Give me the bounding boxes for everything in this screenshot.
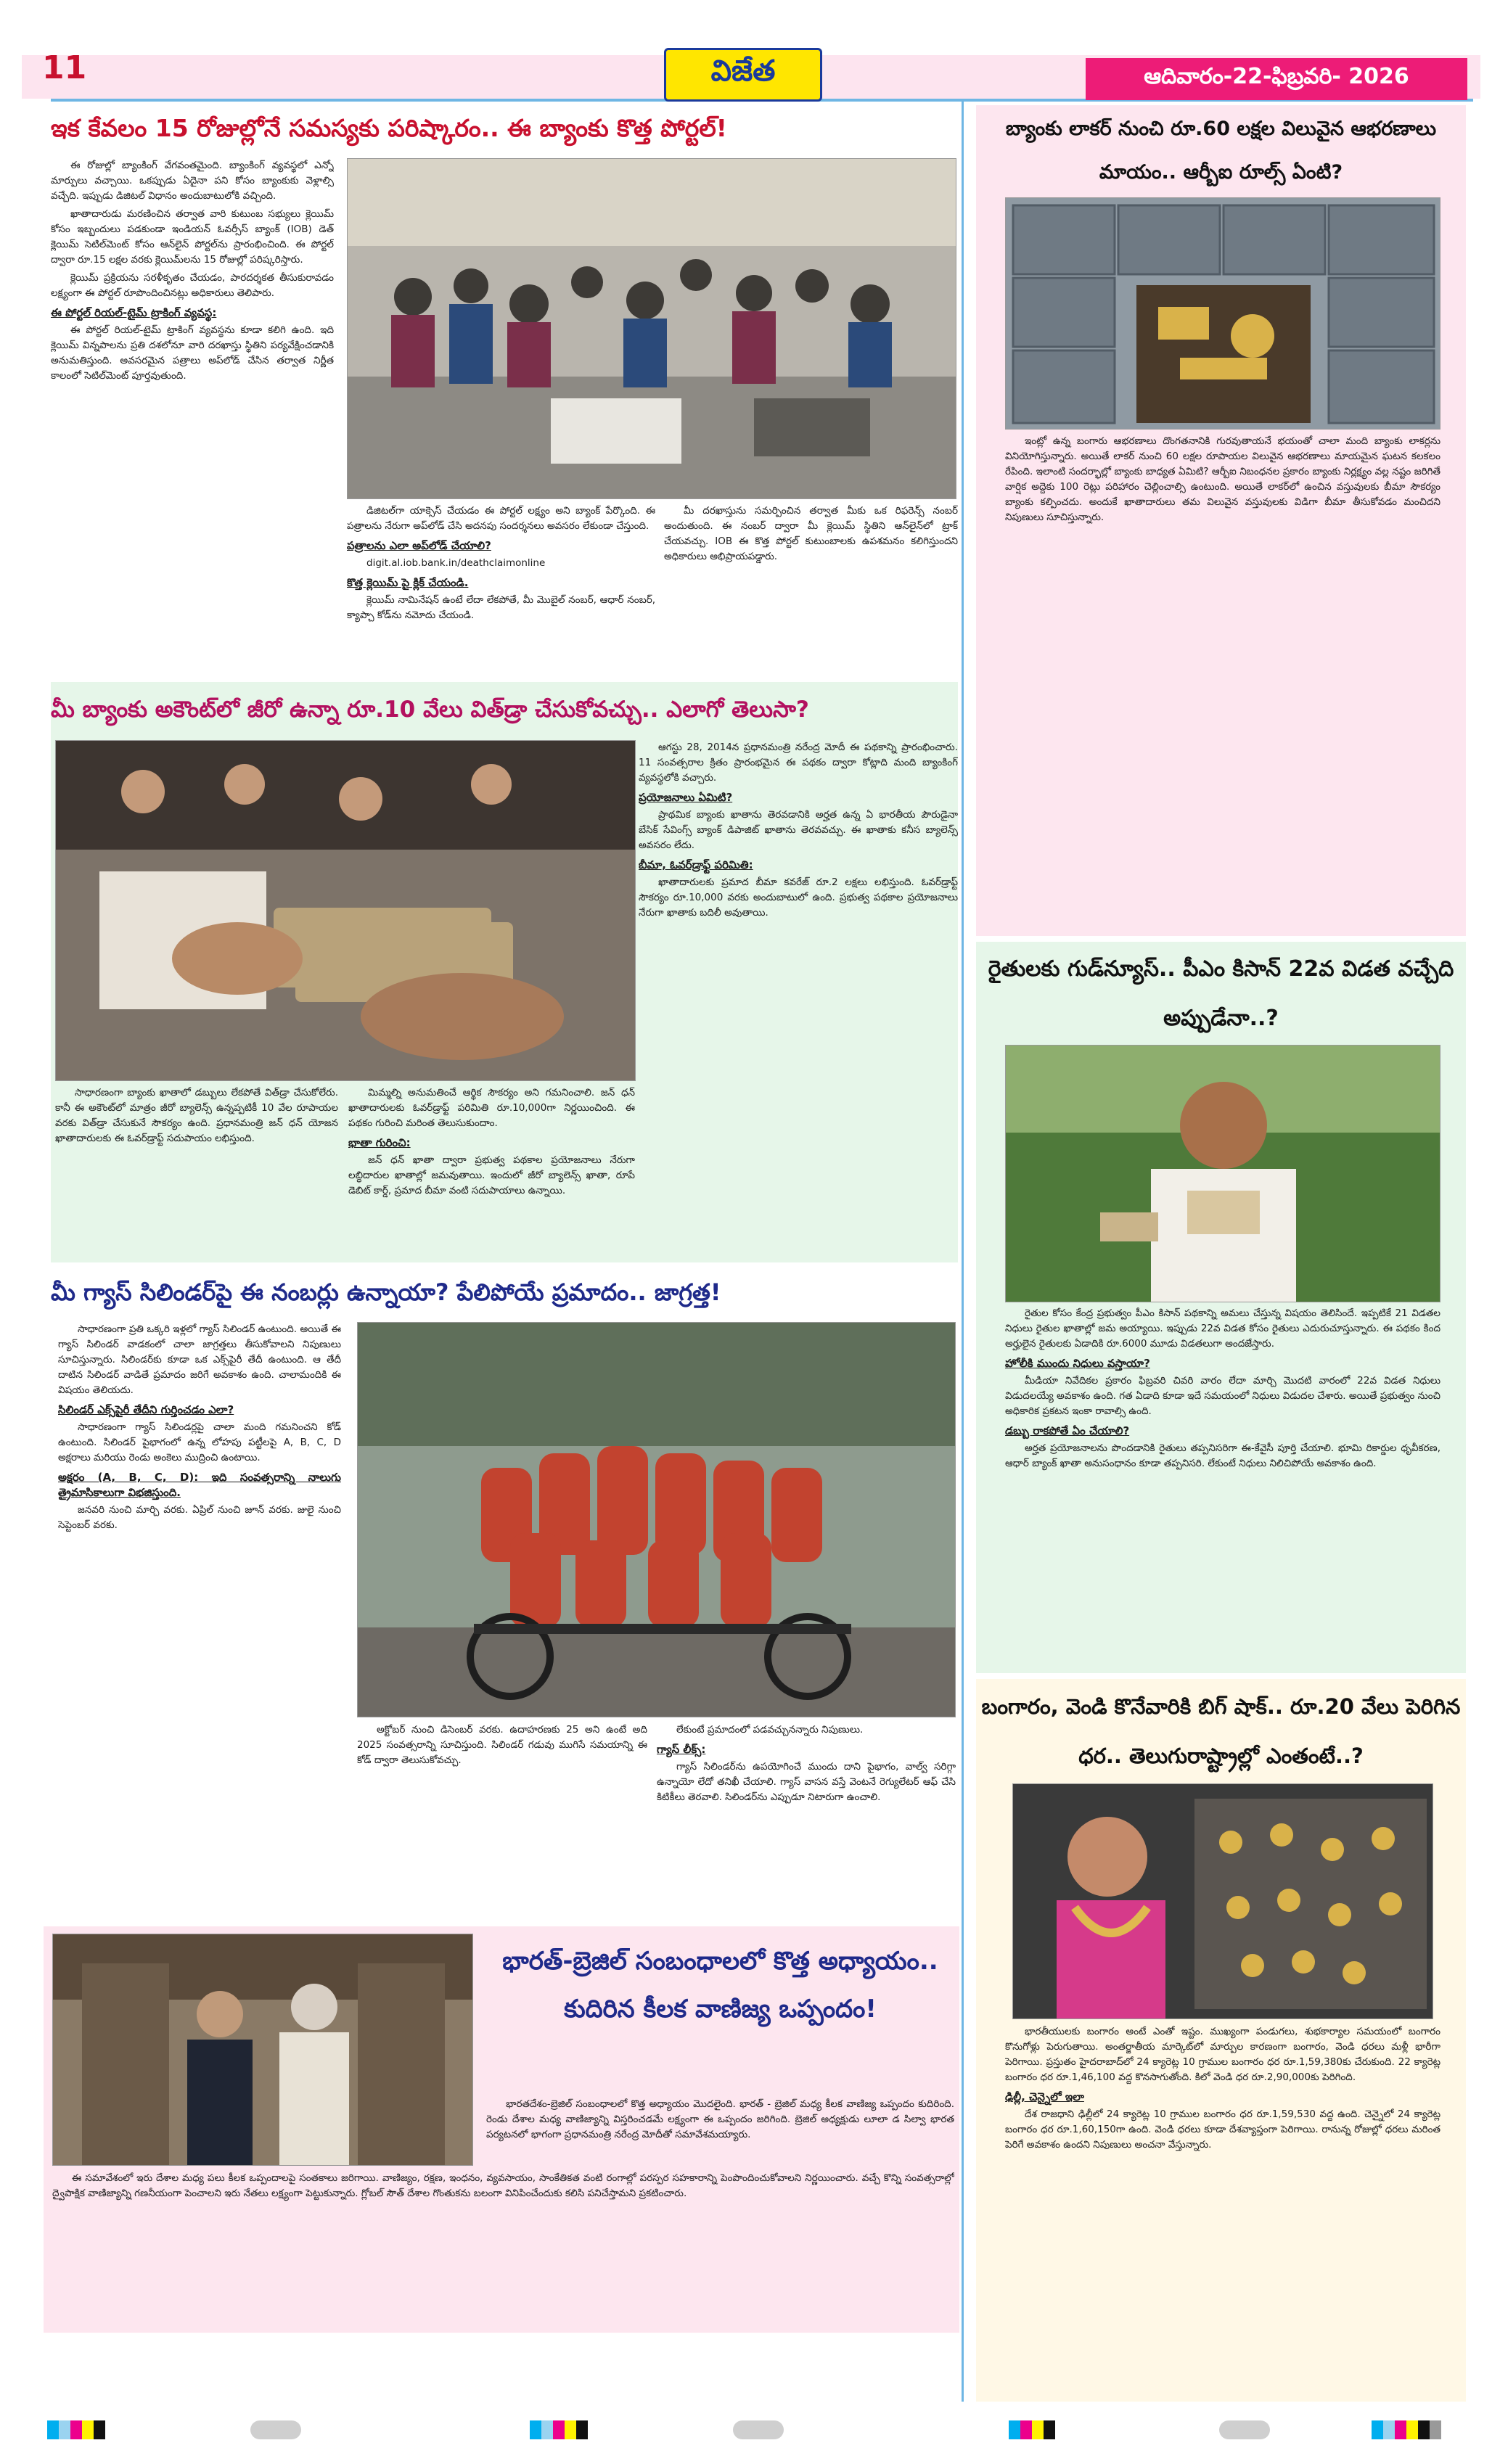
article3-paragraph: సాధారణంగా ప్రతి ఒక్కరి ఇళ్లలో గ్యాస్ సిలిండర్ ఉంటుంది. అయితే ఈ గ్యాస్ సిలిండర్ వాడకంలో చాలా జాగ్రత్తలు తీసుకోవాలని నిపుణులు సూచిస్తున్నారు. సిలిండర్‌కు కూడా ఒక ఎక్స్‌పైరీ తేదీ ఉంటుంది. ఆ తేదీ దాటిన సిలిండర్ వాడితే ప్రమాదం జరిగే అవకాశం ఉంది. చాలామందికి ఈ విషయం తెలియదు. [58,1323,341,1396]
article2-column1 [55,1085,338,1260]
sidebar1-body [1005,434,1440,933]
dateline: ఆదివారం-22-ఫిబ్రవరి- 2026 [1086,58,1467,100]
article2-subhead: ప్రయోజనాలు ఏమిటి? [639,791,733,804]
article4-paragraph: ఈ సమావేశంలో ఇరు దేశాల మధ్య పలు కీలక ఒప్పందాలపై సంతకాలు జరిగాయి. వాణిజ్యం, రక్షణ, ఇంధనం, వ్యవసాయం, సాంకేతికత వంటి రంగాల్లో పరస్పర సహకారాన్ని పెంపొందించుకోవాలని నిర్ణయించారు. వచ్చే కొన్ని సంవత్సరాల్లో ద్వైపాక్షిక వాణిజ్యాన్ని గణనీయంగా పెంచాలని ఇరు నేతలు లక్ష్యంగా పెట్టుకున్నారు. గ్లోబల్ సౌత్ దేశాల గొంతుకను బలంగా వినిపించేందుకు కలిసి పనిచేస్తామని ప్రకటించారు. [52,2172,954,2199]
sidebar2-headline: రైతులకు గుడ్‌న్యూస్.. పీఎం కిసాన్ 22వ విడత వచ్చేది అప్పుడేనా..? [988,956,1454,1031]
color-registration-marks [1372,2420,1441,2439]
article1-paragraph: ఈ పోర్టల్ రియల్-టైమ్ ట్రాకింగ్ వ్యవస్థను కూడా కలిగి ఉంది. ఇది క్లెయిమ్ విన్నపాలను ప్రతి దశలోనూ వారి దరఖాస్తు స్థితిని పర్యవేక్షించడానికి అనుమతిస్తుంది. అవసరమైన పత్రాలు అప్‌లోడ్ చేసిన తర్వాత నిర్ణీత కాలంలో సెటిల్‌మెంట్ పూర్తవుతుంది. [51,324,334,382]
article1-paragraph: డిజిటల్‌గా యాక్సెస్ చేయడం ఈ పోర్టల్ లక్ష్యం అని బ్యాంక్ పేర్కొంది. ఈ పత్రాలను నేరుగా అప్‌లోడ్ చేసి అదనపు సందర్శనలు అవసరం లేకుండా చేస్తుంది. [347,505,655,532]
sidebar2-subhead: హోలీకి ముందు నిధులు వస్తాయా? [1005,1357,1150,1370]
sidebar1-headline: బ్యాంకు లాకర్ నుంచి రూ.60 లక్షల విలువైన ఆభరణాలు మాయం.. ఆర్బీఐ రూల్స్ ఏంటి? [1005,118,1437,184]
article3-headline: మీ గ్యాస్ సిలిండర్‌పై ఈ నంబర్లు ఉన్నాయా? పేలిపోయే ప్రమాదం.. జాగ్రత్త! [51,1278,721,1306]
sidebar1-paragraph: ఇంట్లో ఉన్న బంగారు ఆభరణాలు దొంగతనానికి గురవుతాయనే భయంతో చాలా మంది బ్యాంకు లాకర్లను వినియోగిస్తున్నారు. అయితే లాకర్ నుంచి 60 లక్షల రూపాయల విలువైన ఆభరణాలు మాయమైన ఘటన కలకలం రేపింది. ఇలాంటి సందర్భాల్లో బ్యాంకు బాధ్యత ఏమిటి? ఆర్బీఐ నిబంధనల ప్రకారం బ్యాంకు నిర్లక్ష్యం వల్ల నష్టం జరిగితే వార్షిక అద్దెకు 100 రెట్లు పరిహారం చెల్లించాల్సి ఉంటుంది. అయితే లాకర్‌లో ఉంచిన వస్తువులకు బీమా సౌకర్యం బ్యాంకు కల్పించదు. అందుకే ఖాతాదారులు తమ విలువైన వస్తువులకు విడిగా బీమా తీసుకోవడం మంచిదని నిపుణులు సూచిస్తున్నారు. [1005,435,1440,523]
sidebar2-subhead: డబ్బు రాకపోతే ఏం చేయాలి? [1005,1424,1130,1437]
registration-pill [1219,2420,1270,2439]
article4-intro [486,2097,954,2166]
registration-pill [250,2420,301,2439]
sidebar2-paragraph: మీడియా నివేదికల ప్రకారం ఫిబ్రవరి చివరి వారం లేదా మార్చి మొదటి వారంలో 22వ విడత నిధులు విడుదలయ్యే అవకాశం ఉంది. గత ఏడాది కూడా ఇదే సమయంలో నిధులు విడుదల చేశారు. అయితే ప్రభుత్వం నుంచి అధికారిక ప్రకటన ఇంకా రావాల్సి ఉంది. [1005,1375,1440,1417]
sidebar2-paragraph: రైతుల కోసం కేంద్ర ప్రభుత్వం పీఎం కిసాన్ పథకాన్ని అమలు చేస్తున్న విషయం తెలిసిందే. ఇప్పటికే 21 విడతల నిధులు రైతుల ఖాతాల్లో జమ అయ్యాయి. ఇప్పుడు 22వ విడత కోసం రైతులు ఎదురుచూస్తున్నారు. ఈ పథకం కింద అర్హులైన రైతులకు ఏడాదికి రూ.6000 మూడు విడతలుగా అందజేస్తారు. [1005,1307,1440,1350]
bank-crowd-photo [347,158,956,499]
sidebar3-body [1005,2024,1440,2398]
leaders-meeting-photo [52,1934,473,2166]
article3-paragraph: గ్యాస్ సిలిండర్‌ను ఉపయోగించే ముందు దాని పైభాగం, వాల్వ్ సరిగ్గా ఉన్నాయో లేదో తనిఖీ చేయాలి. గ్యాస్ వాసన వస్తే వెంటనే రెగ్యులేటర్ ఆఫ్ చేసి కిటికీలు తెరవాలి. సిలిండర్‌ను ఎప్పుడూ నిటారుగా ఉంచాలి. [657,1761,956,1803]
article4-paragraph: భారతదేశం-బ్రెజిల్ సంబంధాలలో కొత్త అధ్యాయం మొదలైంది. భారత్ - బ్రెజిల్ మధ్య కీలక వాణిజ్య ఒప్పందం కుదిరింది. రెండు దేశాల మధ్య వాణిజ్యాన్ని విస్తరించడమే లక్ష్యంగా ఈ ఒప్పందం జరిగింది. బ్రెజిల్ అధ్యక్షుడు లూలా డ సిల్వా భారత పర్యటనలో భాగంగా ప్రధానమంత్రి నరేంద్ర మోదీతో సమావేశమయ్యారు. [486,2098,954,2140]
article2-paragraph: ఆగస్టు 28, 2014న ప్రధానమంత్రి నరేంద్ర మోదీ ఈ పథకాన్ని ప్రారంభించారు. 11 సంవత్సరాల క్రితం ప్రారంభమైన ఈ పథకం ద్వారా కోట్లాది మంది బ్యాంకింగ్ వ్యవస్థలోకి వచ్చారు. [639,742,958,784]
article3-subhead: గ్యాస్ లీక్స్: [657,1743,706,1756]
article2-subhead: బీమా, ఓవర్‌డ్రాఫ్ట్ పరిమితి: [639,858,753,871]
cash-withdrawal-photo [55,740,636,1081]
yellow-swatch [82,2420,94,2439]
article1-paragraph: క్లెయిమ్ ప్రక్రియను సరళీకృతం చేయడం, పారదర్శకత తీసుకురావడం లక్ష్యంగా ఈ పోర్టల్ రూపొందించినట్లు అధికారులు తెలిపారు. [51,272,334,299]
farmer-photo [1005,1045,1440,1302]
article1-column2 [347,504,655,678]
color-registration-marks [1009,2420,1055,2439]
article1-paragraph: ఈ రోజుల్లో బ్యాంకింగ్ వేగవంతమైంది. బ్యాంకింగ్ వ్యవస్థలో ఎన్నో మార్పులు వచ్చాయి. ఒకప్పుడు ఏదైనా పని కోసం బ్యాంకుకు వెళ్లాల్సి వచ్చేది. ఇప్పుడు డిజిటల్ విధానం అందుబాటులోకి వచ్చింది. [51,160,334,202]
article2-paragraph: ప్రాథమిక బ్యాంకు ఖాతాను తెరవడానికి అర్హత ఉన్న ఏ భారతీయ పౌరుడైనా బేసిక్ సేవింగ్స్ బ్యాంక్ డిపాజిట్ ఖాతాను తెరవవచ్చు. ఈ ఖాతాకు కనీస బ్యాలెన్స్ అవసరం లేదు. [639,809,958,851]
article2-paragraph: మిమ్మల్ని అనుమతించే ఆర్థిక సౌకర్యం అని గమనించాలి. జన్ ధన్ ఖాతాదారులకు ఓవర్‌డ్రాఫ్ట్ పరిమితి రూ.10,000గా నిర్ణయించింది. ఈ పథకం గురించి మరింత తెలుసుకుందాం. [348,1087,635,1129]
article1-paragraph: క్లెయిమ్ నామినేషన్ ఉంటే లేదా లేకపోతే, మీ మొబైల్ నంబర్, ఆధార్ నంబర్, క్యాప్చా కోడ్‌ను నమోదు చేయండి. [347,594,655,621]
article1-column3 [664,504,958,678]
newspaper-logo: విజేత [664,48,822,102]
article1-subhead: ఈ పోర్టల్ రియల్-టైమ్ ట్రాకింగ్ వ్యవస్థ: [51,306,217,319]
article3-column1 [58,1322,341,1917]
color-registration-marks [530,2420,588,2439]
article2-column3 [639,740,958,1259]
article1-paragraph: మీ దరఖాస్తును సమర్పించిన తర్వాత మీకు ఒక రిఫరెన్స్ నంబర్ అందుతుంది. ఈ నంబర్ ద్వారా మీ క్లెయిమ్ స్థితిని ఆన్‌లైన్‌లో ట్రాక్ చేయవచ్చు. IOB ఈ కొత్త పోర్టల్ కుటుంబాలకు ఉపశమనం కలిగిస్తుందని అధికారులు అభిప్రాయపడ్డారు. [664,505,958,562]
article2-column2 [348,1085,635,1260]
column-divider [962,102,964,2402]
article1-subhead: కొత్త క్లెయిమ్‌ పై క్లిక్ చేయండి. [347,576,469,589]
article3-subhead: సిలిండర్ ఎక్స్‌పైరీ తేదీని గుర్తించడం ఎలా? [58,1403,234,1416]
bank-locker-photo [1005,197,1440,430]
magenta-swatch [70,2420,82,2439]
article2-paragraph: ఖాతాదారులకు ప్రమాద బీమా కవరేజ్ రూ.2 లక్షలు లభిస్తుంది. ఓవర్‌డ్రాఫ్ట్ సౌకర్యం రూ.10,000 వరకు అందుబాటులో ఉంది. ప్రభుత్వ పథకాల ప్రయోజనాలు నేరుగా ఖాతాకు బదిలీ అవుతాయి. [639,876,958,919]
sidebar3-paragraph: దేశ రాజధాని ఢిల్లీలో 24 క్యారెట్ల 10 గ్రాముల బంగారం ధర రూ.1,59,530 వద్ద ఉంది. చెన్నైలో 24 క్యారెట్ల బంగారం ధర రూ.1,60,150గా ఉంది. వెండి ధరలు కూడా దేశవ్యాప్తంగా పెరిగాయి. రానున్న రోజుల్లో ధరలు మరింత పెరిగే అవకాశం ఉందని నిపుణులు అంచనా వేస్తున్నారు. [1005,2108,1440,2151]
article3-paragraph: అక్టోబర్ నుంచి డిసెంబర్ వరకు. ఉదాహరణకు 25 అని ఉంటే అది 2025 సంవత్సరాన్ని సూచిస్తుంది. సిలిండర్ గడువు ముగిసే సమయాన్ని ఈ కోడ్ ద్వారా తెలుసుకోవచ్చు. [357,1724,647,1766]
cyan-swatch [47,2420,59,2439]
article1-subhead: పత్రాలను ఎలా అప్‌లోడ్ చేయాలి? [347,539,491,552]
color-registration-marks [47,2420,105,2439]
article3-column3 [657,1722,956,1918]
sidebar2-paragraph: అర్హత ప్రయోజనాలను పొందడానికి రైతులు తప్పనిసరిగా ఈ-కేవైసీ పూర్తి చేయాలి. భూమి రికార్డుల ధృవీకరణ, ఆధార్ బ్యాంక్ ఖాతా అనుసంధానం కూడా తప్పనిసరి. లేకుంటే నిధులు నిలిచిపోయే అవకాశం ఉంది. [1005,1442,1440,1469]
article3-paragraph: లేకుంటే ప్రమాదంలో పడవచ్చునన్నారు నిపుణులు. [676,1724,864,1736]
sidebar2-body [1005,1306,1440,1669]
article1-headline: ఇక కేవలం 15 రోజుల్లోనే సమస్యకు పరిష్కారం.. ఈ బ్యాంకు కొత్త పోర్టల్! [51,114,727,142]
article2-subhead: భాతా గురించి: [348,1136,411,1149]
article3-paragraph: జనవరి నుంచి మార్చి వరకు. ఏప్రిల్ నుంచి జూన్ వరకు. జులై నుంచి సెప్టెంబర్ వరకు. [58,1504,341,1531]
article3-paragraph: సాధారణంగా గ్యాస్ సిలిండర్లపై చాలా మంది గమనించని కోడ్ ఉంటుంది. సిలిండర్ పైభాగంలో ఉన్న లోహపు పట్టీలపై A, B, C, D అక్షరాలు మరియు రెండు అంకెలు ముద్రించి ఉంటాయి. [58,1421,341,1463]
article1-column1 [51,158,334,673]
gas-cylinders-photo [357,1322,956,1717]
page-number: 11 [42,49,87,86]
article3-column2 [357,1722,647,1918]
article2-headline: మీ బ్యాంకు అకౌంట్‌లో జీరో ఉన్నా రూ.10 వేలు విత్‌డ్రా చేసుకోవచ్చు.. ఎలాగో తెలుసా? [51,697,809,723]
article4-headline: భారత్-బ్రెజిల్ సంబంధాలలో కొత్త అధ్యాయం.. కుదిరిన కీలక వాణిజ్య ఒప్పందం! [502,1947,938,2024]
registration-pill [733,2420,784,2439]
article4-body [52,2171,954,2330]
sidebar3-paragraph: భారతీయులకు బంగారం అంటే ఎంతో ఇష్టం. ముఖ్యంగా పండుగలు, శుభకార్యాల సమయంలో బంగారం కొనుగోళ్లు పెరుగుతాయి. అంతర్జాతీయ మార్కెట్‌లో మార్పుల కారణంగా బంగారం, వెండి ధరలు మళ్లీ భారీగా పెరిగాయి. ప్రస్తుతం హైదరాబాద్‌లో 24 క్యారెట్ల 10 గ్రాముల బంగారం ధర రూ.1,59,380కు చేరుకుంది. 22 క్యారెట్ల బంగారం ధర రూ.1,46,100 వద్ద కొనసాగుతోంది. కిలో వెండి ధర రూ.2,90,000కు పెరిగింది. [1005,2026,1440,2083]
article2-paragraph: సాధారణంగా బ్యాంకు ఖాతాలో డబ్బులు లేకపోతే విత్‌డ్రా చేసుకోలేరు. కానీ ఈ అకౌంట్‌లో మాత్రం జీరో బ్యాలెన్స్ ఉన్నప్పటికీ 10 వేల రూపాయల వరకు విత్‌డ్రా చేసుకునే సౌకర్యం ఉంది. ప్రధానమంత్రి జన్ ధన్ యోజన ఖాతాదారులకు ఈ ఓవర్‌డ్రాఫ్ట్ సదుపాయం లభిస్తుంది. [55,1087,338,1144]
sidebar3-subhead: ఢిల్లీ, చెన్నైలో ఇలా [1005,2090,1084,2103]
article2-paragraph: జన్ ధన్ ఖాతా ద్వారా ప్రభుత్వ పథకాల ప్రయోజనాలు నేరుగా లబ్ధిదారుల ఖాతాల్లో జమవుతాయి. ఇందులో జీరో బ్యాలెన్స్ ఖాతా, రూపే డెబిట్ కార్డ్, ప్రమాద బీమా వంటి సదుపాయాలు ఉన్నాయి. [348,1154,635,1196]
black-swatch [94,2420,105,2439]
article3-subhead: అక్షరం (A, B, C, D): ఇది సంవత్సరాన్ని నాలుగు త్రైమాసికాలుగా విభజిస్తుంది. [58,1471,341,1499]
claim-portal-url[interactable]: digit.al.iob.bank.in/deathclaimonline [366,557,546,569]
article1-paragraph: ఖాతాదారుడు మరణించిన తర్వాత వారి కుటుంబ సభ్యులు క్లెయిమ్ కోసం ఇబ్బందులు పడకుండా ఇండియన్ ఓవర్సీస్ బ్యాంక్ (IOB) డెత్ క్లెయిమ్ సెటిల్‌మెంట్ కోసం ఆన్‌లైన్ పోర్టల్‌ను ప్రారంభించింది. ఈ పోర్టల్ ద్వారా రూ.15 లక్షల వరకు క్లెయిమ్‌లను 15 రోజుల్లో పరిష్కరిస్తారు. [51,208,334,266]
gold-jewellery-photo [1012,1783,1433,2019]
cyan-light-swatch [59,2420,70,2439]
sidebar3-headline: బంగారం, వెండి కొనేవారికి బిగ్ షాక్.. రూ.20 వేలు పెరిగిన ధర.. తెలుగురాష్ట్రాల్లో ఎంతంటే..? [981,1694,1461,1768]
